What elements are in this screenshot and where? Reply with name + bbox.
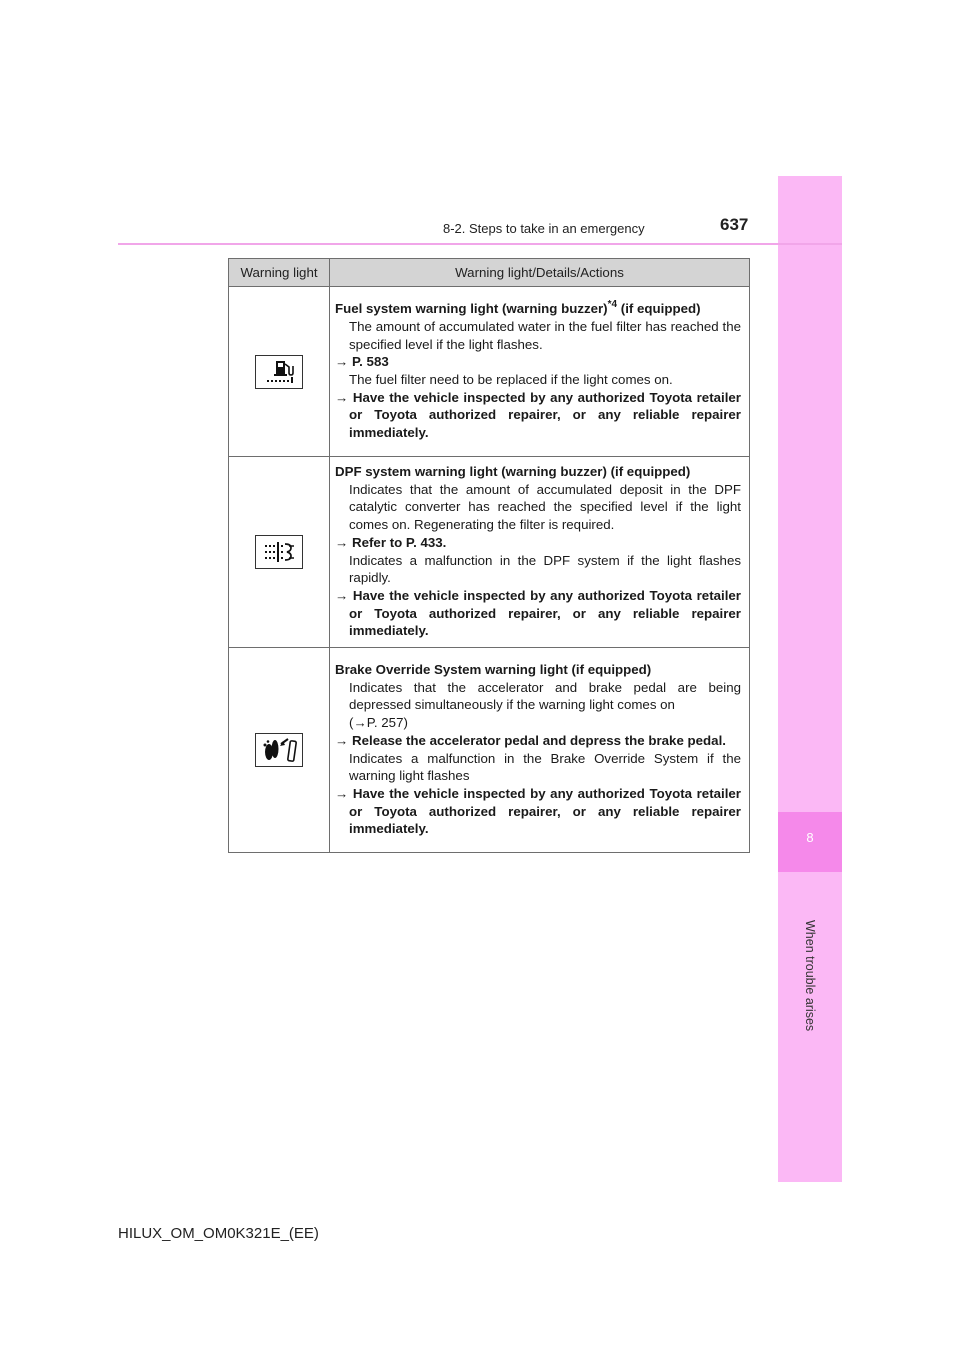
action-text: → Release the accelerator pedal and depress the brake pedal.: [335, 732, 726, 748]
table-row: [229, 457, 750, 648]
fuel-filter-warning-icon: [255, 355, 303, 389]
warning-light-table: [228, 258, 750, 853]
chapter-number: 8: [806, 830, 814, 845]
header-rule: [118, 243, 842, 245]
page-reference: → P. 583: [335, 354, 389, 370]
icon-cell: [229, 648, 330, 853]
detail-text: Indicates a malfunction in the DPF system if the light flashes rapidly.: [349, 552, 741, 586]
table-row: [229, 287, 750, 457]
details-cell: [330, 457, 750, 648]
action-text: → Have the vehicle inspected by any authorized Toyota retailer or Toyota authorized repairer, or any reliable repairer immediately.: [335, 587, 741, 639]
page-reference: → Refer to P. 433.: [335, 534, 447, 550]
warning-title: Fuel system warning light (warning buzzer)$^{*4}$ (if equipped): [335, 299, 701, 317]
details-cell: [330, 287, 750, 457]
document-code: HILUX_OM_OM0K321E_(EE): [118, 1225, 319, 1242]
detail-text: The fuel filter need to be replaced if the light comes on.: [349, 372, 673, 387]
brake-override-warning-icon: [255, 733, 303, 767]
warning-title: DPF system warning light (warning buzzer) (if equipped): [335, 464, 691, 479]
table-row: [229, 648, 750, 853]
action-text: → Have the vehicle inspected by any authorized Toyota retailer or Toyota authorized repairer, or any reliable repairer immediately.: [335, 785, 741, 837]
table-header-row: [229, 259, 750, 287]
detail-text: Indicates that the amount of accumulated deposit in the DPF catalytic converter has reached the specified level if the light comes on. Regenerating the filter is required.: [349, 481, 741, 533]
page-number: 637: [720, 215, 749, 234]
chapter-title-vertical: When trouble arises: [803, 920, 817, 1032]
column-header-details: Warning light/Details/Actions: [330, 259, 750, 287]
icon-cell: [229, 287, 330, 457]
section-title: 8-2. Steps to take in an emergency: [443, 221, 645, 236]
detail-text: Indicates that the accelerator and brake pedal are being depressed simultaneously if the warning light comes on (→P. 257): [349, 679, 741, 731]
detail-text: Indicates a malfunction in the Brake Override System if the warning light flashes: [349, 750, 741, 784]
warning-title: Brake Override System warning light (if equipped): [335, 662, 652, 678]
details-cell: [330, 648, 750, 853]
icon-cell: [229, 457, 330, 648]
dpf-warning-icon: [255, 535, 303, 569]
detail-text: The amount of accumulated water in the fuel filter has reached the specified level if the light flashes.: [349, 318, 741, 352]
column-header-warning-light: Warning light: [229, 259, 330, 287]
action-text: → Have the vehicle inspected by any authorized Toyota retailer or Toyota authorized repairer, or any reliable repairer immediately.: [335, 389, 741, 441]
